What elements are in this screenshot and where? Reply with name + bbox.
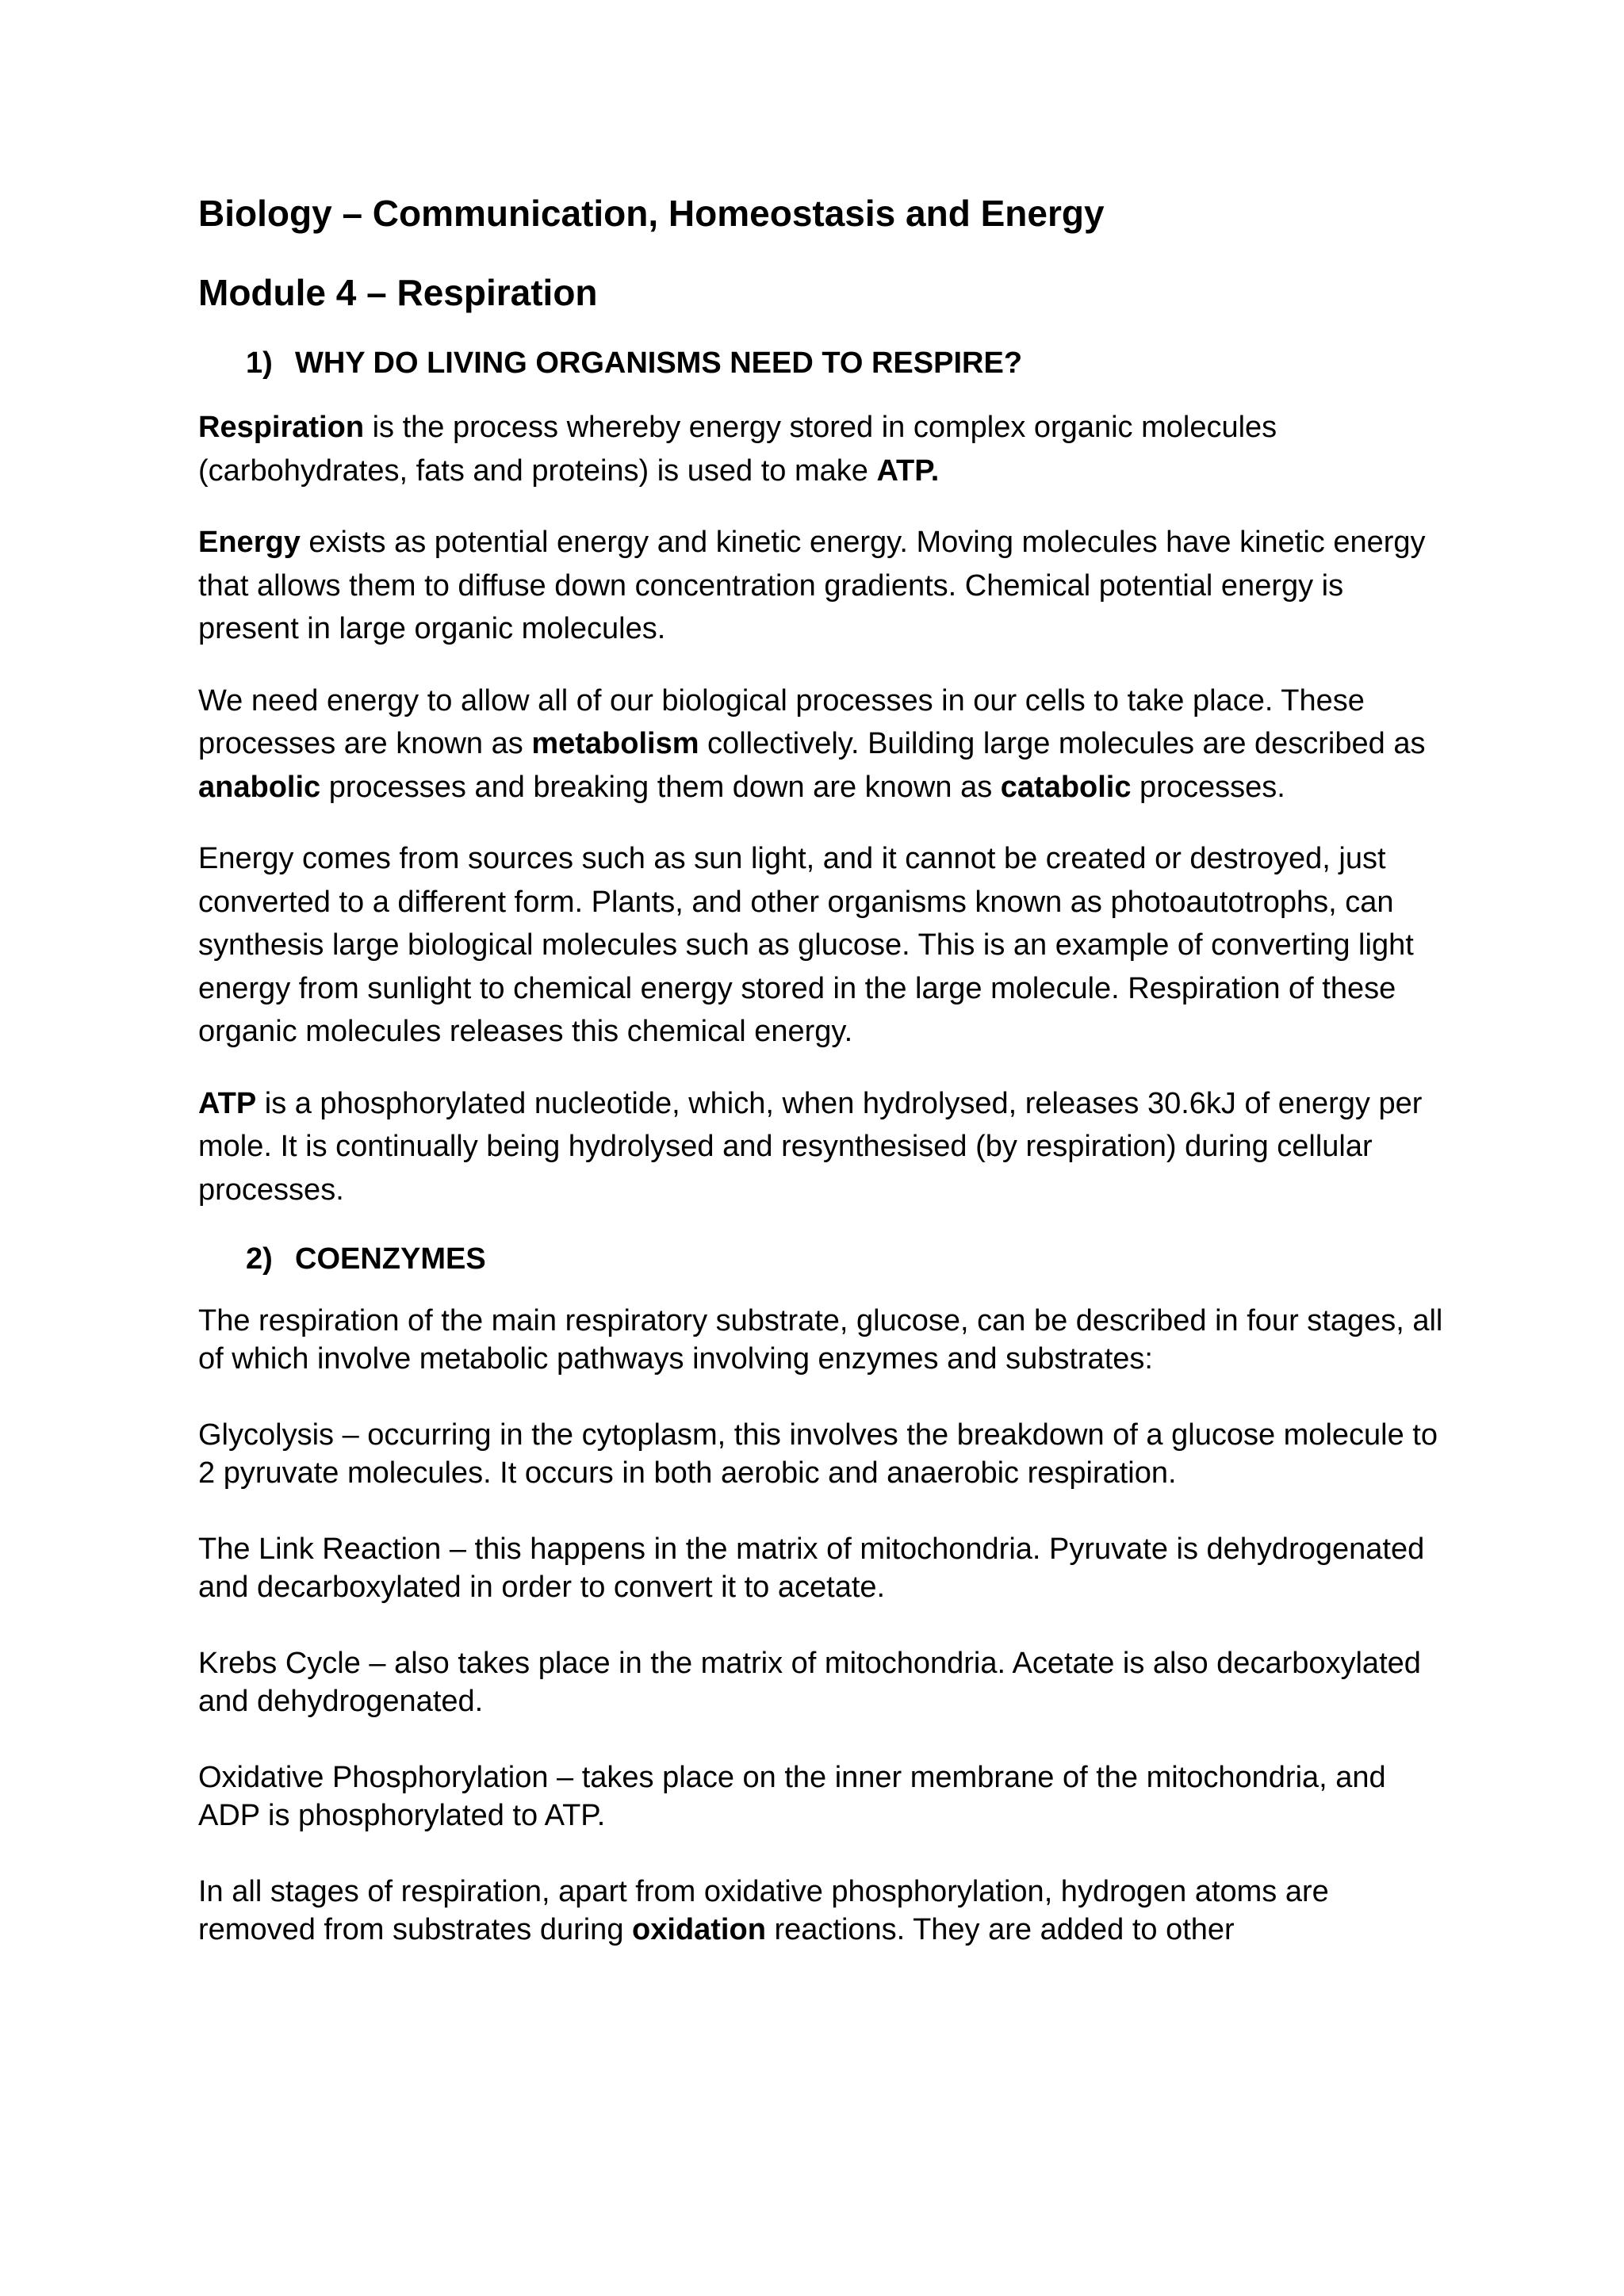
module-heading: Module 4 – Respiration: [198, 272, 598, 313]
paragraph-krebs-cycle: [198, 1644, 1451, 1720]
term-metabolism: metabolism: [531, 727, 699, 760]
paragraph-glycolysis: [198, 1416, 1451, 1492]
paragraph-respiration: [198, 406, 1451, 492]
paragraph-oxidation: [198, 1873, 1451, 1949]
paragraph-text: Glycolysis – occurring in the cytoplasm, this involves the breakdown of a glucose molecule to 2 pyruvate molecules. It occurs in both aerobic and anaerobic respiration.: [198, 1418, 1438, 1490]
paragraph-metabolism: [198, 679, 1451, 809]
paragraph-atp: [198, 1082, 1451, 1212]
section-title-1: WHY DO LIVING ORGANISMS NEED TO RESPIRE?: [295, 346, 1023, 380]
paragraph-energy: [198, 521, 1451, 651]
paragraph-text: The respiration of the main respiratory substrate, glucose, can be described in four stages, all of which involve metabolic pathways involving enzymes and substrates:: [198, 1304, 1443, 1376]
paragraph-text: exists as potential energy and kinetic energy. Moving molecules have kinetic energy that allows them to diffuse down concentration gradients. Chemical potential energy is present in large organic molecules.: [198, 526, 1426, 645]
paragraph-link-reaction: [198, 1530, 1451, 1606]
paragraph-text: reactions. They are added to other: [765, 1913, 1235, 1946]
document-page: [198, 190, 1451, 1987]
paragraph-text: The Link Reaction – this happens in the matrix of mitochondria. Pyruvate is dehydrogenated and decarboxylated in order to convert it to acetate.: [198, 1533, 1425, 1604]
paragraph-text: is the process whereby energy stored in complex organic molecules (carbohydrates, fats and proteins) is used to make: [198, 411, 1277, 488]
paragraph-text: In all stages of respiration, apart from oxidative phosphorylation, hydrogen atoms are removed from substrates during: [198, 1875, 1329, 1946]
paragraph-text: processes.: [1131, 770, 1285, 804]
section-number-2: 2): [246, 1242, 273, 1276]
paragraph-text: Krebs Cycle – also takes place in the matrix of mitochondria. Acetate is also decarboxylated and dehydrogenated.: [198, 1647, 1421, 1718]
term-catabolic: catabolic: [1000, 770, 1132, 804]
term-atp: ATP: [198, 1086, 257, 1120]
paragraph-text: is a phosphorylated nucleotide, which, when hydrolysed, releases 30.6kJ of energy per mole. It is continually being hydrolysed and resynthesised (by respiration) during cellular processes.: [198, 1086, 1423, 1207]
section-heading-2: [246, 1240, 1451, 1278]
document-title: Biology – Communication, Homeostasis and Energy: [198, 193, 1105, 234]
paragraph-text: Energy comes from sources such as sun light, and it cannot be created or destroyed, just converted to a different form. Plants, and other organisms known as photoautotrophs, can synthesis large biological molecules such as glucose. This is an example of converting light energy from sunlight to chemical energy stored in the large molecule. Respiration of these organic molecules releases this chemical energy.: [198, 842, 1414, 1048]
section-heading-1: [246, 344, 1451, 382]
term-energy: Energy: [198, 526, 301, 559]
paragraph-oxidative-phosphorylation: [198, 1758, 1451, 1835]
paragraph-text: Oxidative Phosphorylation – takes place on the inner membrane of the mitochondria, and ADP is phosphorylated to ATP.: [198, 1761, 1386, 1832]
section-title-2: COENZYMES: [295, 1242, 486, 1276]
paragraph-text: We need energy to allow all of our biological processes in our cells to take place. These processes are known as: [198, 683, 1365, 760]
term-respiration: Respiration: [198, 411, 365, 444]
section-number-1: 1): [246, 346, 273, 380]
paragraph-text: collectively. Building large molecules are described as: [699, 727, 1426, 760]
paragraph-energy-sources: [198, 837, 1451, 1054]
paragraph-text: processes and breaking them down are known as: [320, 770, 1001, 804]
term-anabolic: anabolic: [198, 770, 321, 804]
term-atp: ATP.: [876, 453, 940, 488]
term-oxidation: oxidation: [632, 1913, 766, 1946]
paragraph-stages-intro: [198, 1302, 1451, 1378]
